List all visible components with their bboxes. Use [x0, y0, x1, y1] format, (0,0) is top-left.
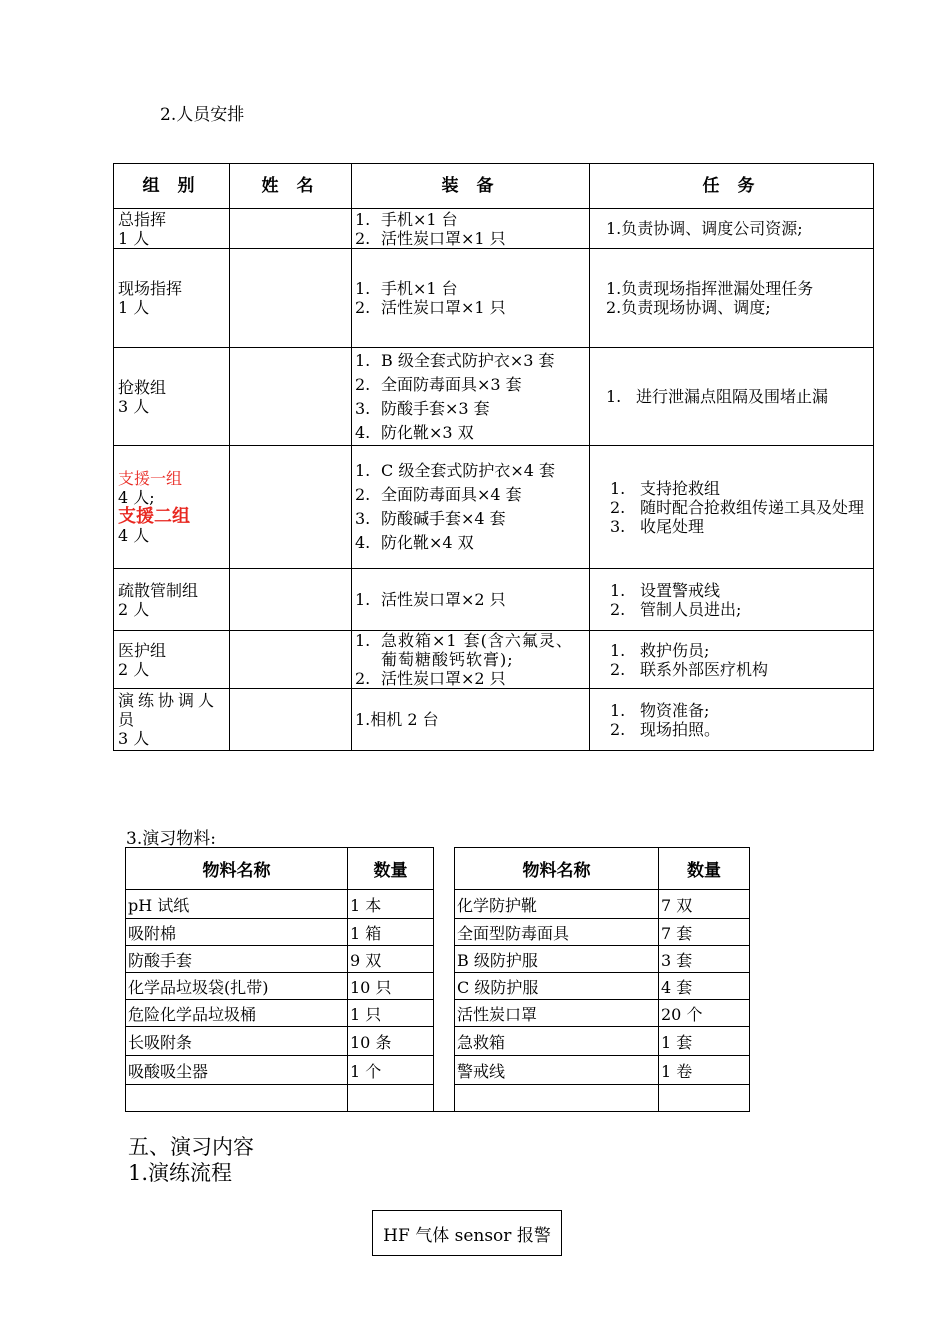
section-title-drill-content: 五、演习内容: [128, 1135, 254, 1159]
equipment-cell: 1. 手机×1 台 2. 活性炭口罩×1 只: [352, 249, 590, 348]
header-material-name: 物料名称: [126, 848, 348, 890]
group-count: 3 人: [118, 729, 150, 748]
table-row: [114, 631, 874, 689]
column-gap: [434, 1000, 455, 1027]
name-cell: [230, 348, 352, 446]
group-cell: [114, 689, 230, 751]
equipment-item: 活性炭口罩×2 只: [381, 669, 506, 688]
material-name: 全面型防毒面具: [455, 919, 659, 946]
column-gap: [434, 946, 455, 973]
equipment-item: 手机×1 台: [381, 209, 458, 229]
empty-cell: [126, 1085, 348, 1112]
material-qty: 3 套: [659, 946, 750, 973]
material-qty: 20 个: [659, 1000, 750, 1027]
equipment-item: 手机×1 台: [381, 279, 458, 298]
equipment-item: 急救箱×1 套(含六氟灵、葡萄糖酸钙软膏);: [381, 631, 573, 669]
task-item: 现场拍照。: [640, 719, 721, 739]
task-item: 1.负责协调、调度公司资源;: [606, 219, 803, 238]
flow-step-text: HF 气体 sensor 报警: [383, 1225, 551, 1246]
equipment-item: 1.相机 2 台: [355, 710, 439, 729]
materials-table: [125, 847, 750, 1112]
task-item: 支持抢救组: [640, 478, 721, 498]
material-qty: 4 套: [659, 973, 750, 1000]
table-row-empty: [126, 1085, 750, 1112]
table-row: [126, 1027, 750, 1056]
table-row: [114, 249, 874, 348]
material-qty: 1 本: [348, 890, 434, 919]
task-cell: 1. 物资准备; 2. 现场拍照。: [590, 689, 874, 751]
material-qty: 10 只: [348, 973, 434, 1000]
table-row: [114, 446, 874, 569]
equipment-item: 活性炭口罩×2 只: [381, 590, 506, 609]
material-qty: 1 卷: [659, 1056, 750, 1085]
equipment-cell: 1. 急救箱×1 套(含六氟灵、葡萄糖酸钙软膏); 2. 活性炭口罩×2 只: [352, 631, 590, 689]
group-name: 抢救组: [118, 377, 167, 397]
material-name: 防酸手套: [126, 946, 348, 973]
task-item: 物资准备;: [640, 700, 710, 720]
header-quantity: 数量: [348, 848, 434, 890]
header-group: 组 别: [114, 164, 230, 209]
material-name: 化学品垃圾袋(扎带): [126, 973, 348, 1000]
group-name-secondary: 支援二组: [118, 506, 190, 527]
equipment-cell: 1. 手机×1 台 2. 活性炭口罩×1 只: [352, 209, 590, 249]
task-item: 随时配合抢救组传递工具及处理: [640, 497, 865, 517]
material-name: 吸附棉: [126, 919, 348, 946]
group-cell: [114, 249, 230, 348]
header-material-name-2: 物料名称: [455, 848, 659, 890]
task-item: 设置警戒线: [640, 580, 721, 600]
material-qty: 1 个: [348, 1056, 434, 1085]
equipment-cell: 1. 活性炭口罩×2 只: [352, 569, 590, 631]
group-count: 3 人: [118, 396, 150, 416]
equipment-item: B 级全套式防护衣×3 套: [381, 350, 555, 370]
name-cell: [230, 569, 352, 631]
column-gap: [434, 1085, 455, 1112]
equipment-item: 防酸手套×3 套: [381, 398, 490, 418]
equipment-item: 活性炭口罩×1 只: [381, 298, 506, 317]
empty-cell: [455, 1085, 659, 1112]
material-qty: 1 套: [659, 1027, 750, 1056]
name-cell: [230, 249, 352, 348]
table-row: [126, 919, 750, 946]
task-item: 收尾处理: [640, 516, 705, 536]
task-item: 救护伤员;: [640, 640, 710, 660]
table-row: [126, 973, 750, 1000]
section-title-materials: 3.演习物料:: [126, 829, 216, 849]
group-count: 1 人: [118, 228, 150, 248]
group-count: 2 人: [118, 599, 150, 619]
name-cell: [230, 209, 352, 249]
group-name: 医护组: [118, 640, 167, 660]
equipment-cell: 1. B 级全套式防护衣×3 套 2. 全面防毒面具×3 套 3. 防酸手套×3 套 4. 防化靴×3 双: [352, 348, 590, 446]
empty-cell: [348, 1085, 434, 1112]
table-row: [114, 689, 874, 751]
table-row: [114, 209, 874, 249]
table-row: [114, 569, 874, 631]
group-name: 演练协调人员: [118, 691, 219, 729]
material-name: 急救箱: [455, 1027, 659, 1056]
task-cell: 1. 支持抢救组 2. 随时配合抢救组传递工具及处理 3. 收尾处理: [590, 446, 874, 569]
material-name: 危险化学品垃圾桶: [126, 1000, 348, 1027]
subsection-title-drill-flow: 1.演练流程: [128, 1161, 233, 1185]
material-qty: 1 箱: [348, 919, 434, 946]
group-cell: [114, 446, 230, 569]
task-item: 联系外部医疗机构: [640, 659, 769, 679]
group-name: 支援一组: [118, 469, 183, 488]
empty-cell: [659, 1085, 750, 1112]
task-cell: 1. 设置警戒线 2. 管制人员进出;: [590, 569, 874, 631]
material-name: 化学防护靴: [455, 890, 659, 919]
group-cell: [114, 348, 230, 446]
column-gap: [434, 848, 455, 890]
task-cell: [590, 249, 874, 348]
header-task: 任 务: [590, 164, 874, 209]
group-count: 2 人: [118, 659, 150, 679]
group-name: 疏散管制组: [118, 580, 199, 600]
header-name: 姓 名: [230, 164, 352, 209]
table-row: [126, 890, 750, 919]
task-cell: 1. 进行泄漏点阻隔及围堵止漏: [590, 348, 874, 446]
task-item: 2.负责现场协调、调度;: [606, 298, 771, 317]
task-item: 管制人员进出;: [640, 599, 742, 619]
table-row: [126, 946, 750, 973]
group-cell: [114, 209, 230, 249]
equipment-item: 全面防毒面具×3 套: [381, 374, 522, 394]
table-row: [114, 348, 874, 446]
equipment-cell: 1. C 级全套式防护衣×4 套 2. 全面防毒面具×4 套 3. 防酸碱手套×4 套 4. 防化靴×4 双: [352, 446, 590, 569]
equipment-item: 防化靴×3 双: [381, 422, 474, 442]
group-count: 1 人: [118, 298, 150, 317]
section-title-staffing: 2.人员安排: [160, 105, 245, 125]
table-row: [126, 1000, 750, 1027]
group-cell: [114, 569, 230, 631]
material-name: C 级防护服: [455, 973, 659, 1000]
equipment-item: 全面防毒面具×4 套: [381, 485, 522, 504]
column-gap: [434, 1027, 455, 1056]
task-cell: [590, 209, 874, 249]
flow-step-box: [372, 1210, 562, 1256]
equipment-item: C 级全套式防护衣×4 套: [381, 461, 556, 480]
group-count: 4 人;: [118, 488, 155, 507]
column-gap: [434, 1056, 455, 1085]
material-name: 活性炭口罩: [455, 1000, 659, 1027]
material-name: pH 试纸: [126, 890, 348, 919]
name-cell: [230, 689, 352, 751]
task-item: 1.负责现场指挥泄漏处理任务: [606, 279, 814, 298]
column-gap: [434, 973, 455, 1000]
name-cell: [230, 631, 352, 689]
staffing-header-row: [114, 164, 874, 209]
material-qty: 1 只: [348, 1000, 434, 1027]
group-count-secondary: 4 人: [118, 526, 150, 545]
table-row: [126, 1056, 750, 1085]
equipment-item: 活性炭口罩×1 只: [381, 228, 506, 248]
material-name: 吸酸吸尘器: [126, 1056, 348, 1085]
header-equipment: 装 备: [352, 164, 590, 209]
column-gap: [434, 919, 455, 946]
material-name: 长吸附条: [126, 1027, 348, 1056]
staffing-table: [113, 163, 874, 751]
material-name: 警戒线: [455, 1056, 659, 1085]
group-name: 总指挥: [118, 209, 167, 229]
group-name: 现场指挥: [118, 279, 183, 298]
equipment-item: 防酸碱手套×4 套: [381, 509, 506, 528]
equipment-item: 防化靴×4 双: [381, 533, 474, 552]
task-item: 进行泄漏点阻隔及围堵止漏: [636, 387, 829, 406]
task-cell: 1. 救护伤员; 2. 联系外部医疗机构: [590, 631, 874, 689]
material-name: B 级防护服: [455, 946, 659, 973]
header-quantity-2: 数量: [659, 848, 750, 890]
material-qty: 7 双: [659, 890, 750, 919]
material-qty: 7 套: [659, 919, 750, 946]
column-gap: [434, 890, 455, 919]
material-qty: 9 双: [348, 946, 434, 973]
group-cell: [114, 631, 230, 689]
name-cell: [230, 446, 352, 569]
materials-header-row: [126, 848, 750, 890]
material-qty: 10 条: [348, 1027, 434, 1056]
equipment-cell: [352, 689, 590, 751]
